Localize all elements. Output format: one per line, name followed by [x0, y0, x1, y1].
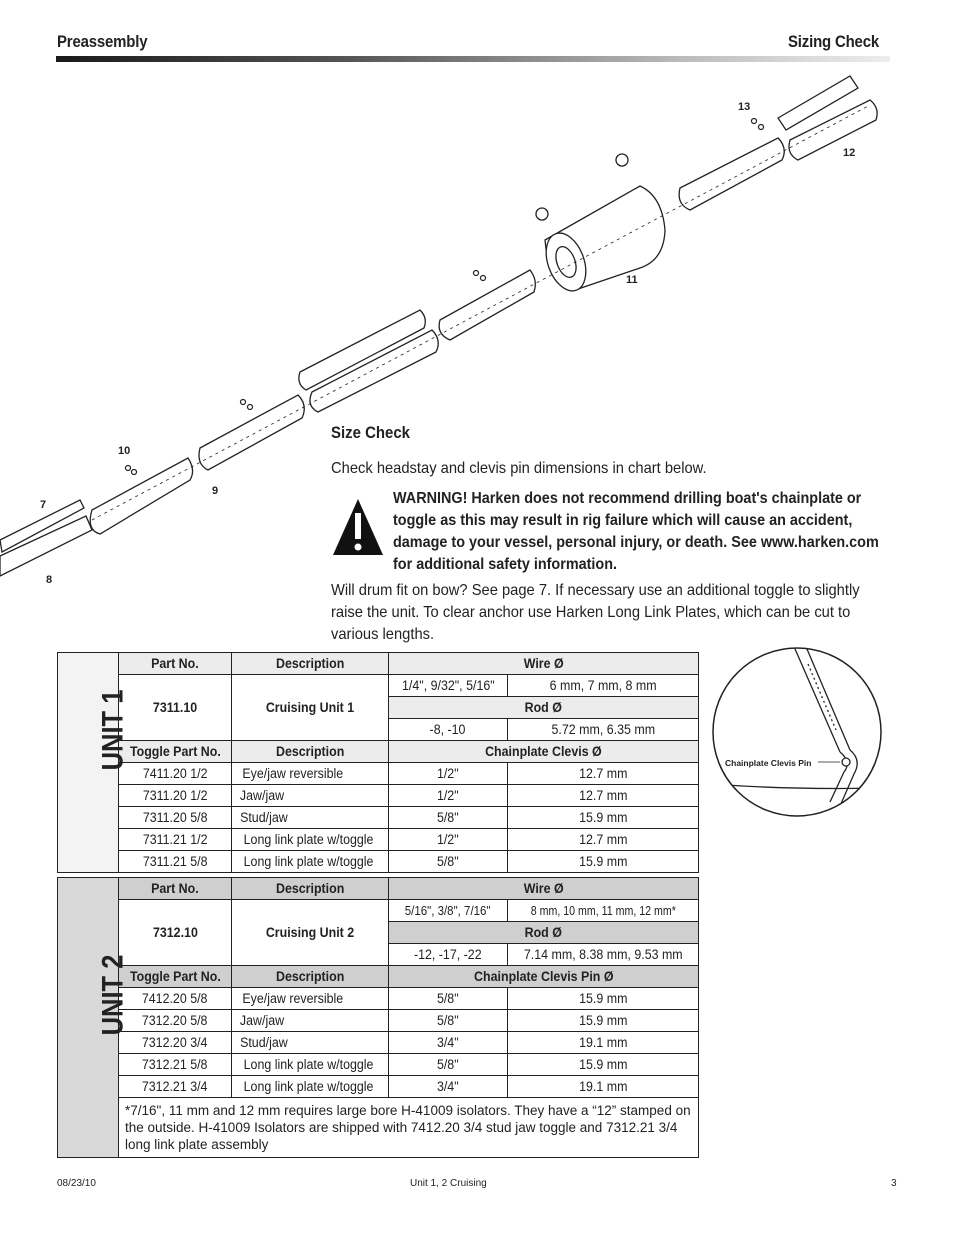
table-row: 7311.20 1/2 Jaw/jaw 1/2" 12.7 mm — [58, 785, 699, 807]
table-row: 7311.21 5/8 Long link plate w/toggle 5/8" 15.9 mm — [58, 851, 699, 873]
table-row: 7411.20 1/2 Eye/jaw reversible 1/2" 12.7 mm — [58, 763, 699, 785]
col-clevis: Chainplate Clevis Ø — [389, 741, 699, 763]
shackle — [536, 208, 548, 220]
col-toggle-description: Description — [232, 741, 389, 763]
unit1-rod-header: Rod Ø — [389, 697, 699, 719]
callout-9: 9 — [212, 485, 219, 497]
table-row: 7312.20 5/8 Jaw/jaw 5/8" 15.9 mm — [58, 1010, 699, 1032]
unit2-part-no: 7312.10 — [119, 900, 232, 966]
footer-title: Unit 1, 2 Cruising — [410, 1178, 487, 1189]
drum-fit-text: Will drum fit on bow? See page 7. If necessary use an additional toggle to slightly raise the unit. To clear anchor use Harken Long Link Plates, which can be cut to various lengths. — [331, 582, 860, 643]
warning-text: WARNING! Harken does not recommend drilling boat's chainplate or toggle as this may result in rig failure which will cause an accident, damage to your vessel, personal injury, or death. See www.harken.com for additional safety information. — [393, 490, 879, 573]
callout-11: 11 — [626, 274, 638, 286]
col-description: Description — [232, 653, 389, 675]
unit1-wire-mm: 6 mm, 7 mm, 8 mm — [508, 675, 699, 697]
col-toggle-part-no: Toggle Part No. — [119, 966, 232, 988]
unit2-wire-in: 5/16", 3/8", 7/16" — [389, 900, 508, 922]
isolator-note: *7/16", 11 mm and 12 mm requires large bore H-41009 isolators. They have a “12” stamped on the outside. H-41009 Isolators are shipped with 7412.20 3/4 stud jaw toggle and 7312.21 3/4 long link plate assembly — [119, 1098, 699, 1158]
table-row: 7412.20 5/8 Eye/jaw reversible 5/8" 15.9 mm — [58, 988, 699, 1010]
foil-section-9a — [90, 458, 192, 534]
foil-section-top — [679, 138, 784, 210]
col-description: Description — [232, 878, 389, 900]
unit2-rod-in: -12, -17, -22 — [389, 944, 508, 966]
unit1-part-no: 7311.10 — [119, 675, 232, 741]
col-toggle-part-no: Toggle Part No. — [119, 741, 232, 763]
table-row: 7312.20 3/4 Stud/jaw 3/4" 19.1 mm — [58, 1032, 699, 1054]
page-subtitle: Sizing Check — [788, 32, 879, 51]
col-clevis-pin: Chainplate Clevis Pin Ø — [389, 966, 699, 988]
col-wire: Wire Ø — [389, 878, 699, 900]
size-check-intro: Check headstay and clevis pin dimensions in chart below. — [331, 460, 707, 477]
callout-13: 13 — [738, 101, 751, 113]
unit2-wire-mm: 8 mm, 10 mm, 11 mm, 12 mm* — [508, 900, 699, 922]
callout-8: 8 — [46, 574, 53, 586]
col-toggle-description: Description — [232, 966, 389, 988]
unit1-rod-in: -8, -10 — [389, 719, 508, 741]
col-part-no: Part No. — [119, 653, 232, 675]
unit2-rod-header: Rod Ø — [389, 922, 699, 944]
callout-7: 7 — [40, 499, 47, 511]
callout-12: 12 — [843, 147, 856, 159]
unit1-table — [57, 652, 699, 873]
unit2-side-label: UNIT 2 — [58, 878, 119, 1158]
chainplate-clevis-pin-label: Chainplate Clevis Pin — [725, 758, 812, 768]
col-wire: Wire Ø — [389, 653, 699, 675]
table-row: 7311.21 1/2 Long link plate w/toggle 1/2" 12.7 mm — [58, 829, 699, 851]
shackle — [616, 154, 628, 166]
page-number: 3 — [891, 1178, 897, 1189]
table-row: 7312.21 3/4 Long link plate w/toggle 3/4" 19.1 mm — [58, 1076, 699, 1098]
foil-section-upper — [439, 270, 535, 340]
warning-icon — [331, 497, 385, 557]
table-row: 7312.21 5/8 Long link plate w/toggle 5/8" 15.9 mm — [58, 1054, 699, 1076]
footer-date: 08/23/10 — [57, 1178, 96, 1189]
chainplate-inset-diagram — [712, 642, 882, 822]
unit2-description: Cruising Unit 2 — [232, 900, 389, 966]
size-check-title: Size Check — [331, 423, 410, 442]
table-row: 7311.20 5/8 Stud/jaw 5/8" 15.9 mm — [58, 807, 699, 829]
col-part-no: Part No. — [119, 878, 232, 900]
unit1-side-label: UNIT 1 — [58, 653, 119, 873]
callout-10: 10 — [118, 445, 131, 457]
unit1-wire-in: 1/4", 9/32", 5/16" — [389, 675, 508, 697]
unit1-description: Cruising Unit 1 — [232, 675, 389, 741]
unit2-rod-mm: 7.14 mm, 8.38 mm, 9.53 mm — [508, 944, 699, 966]
unit1-rod-mm: 5.72 mm, 6.35 mm — [508, 719, 699, 741]
unit2-table — [57, 877, 699, 1158]
section-title: Preassembly — [57, 32, 148, 51]
